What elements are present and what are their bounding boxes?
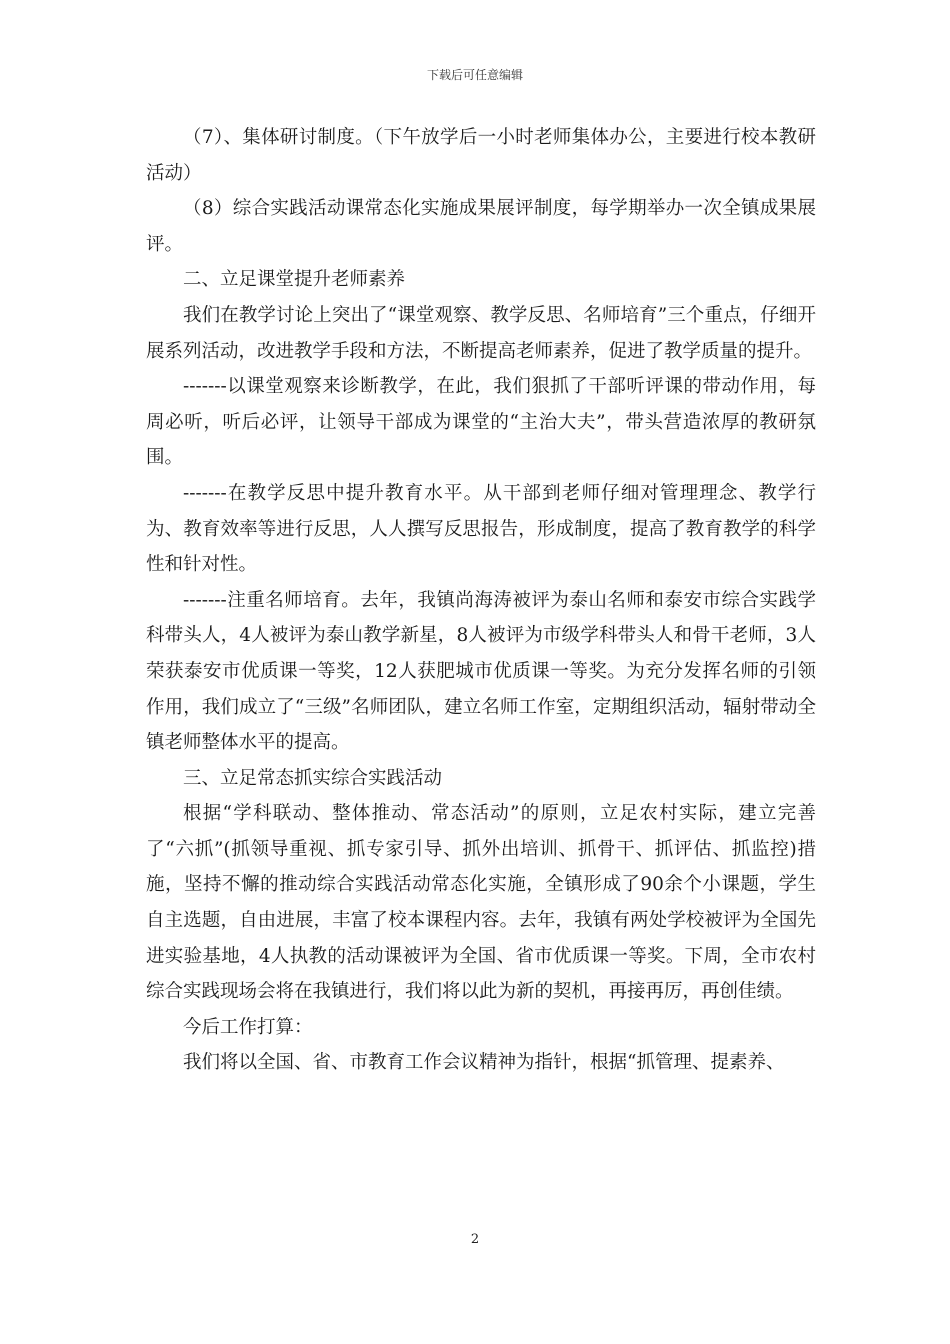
paragraph-classroom-observation: -------以课堂观察来诊断教学，在此，我们狠抓了干部听评课的带动作用，每周必听，听后必评，让领导干部成为课堂的“主治大夫”，带头营造浓厚的教研氛围。 bbox=[146, 376, 816, 469]
page-header: 下载后可任意编辑 bbox=[426, 68, 523, 82]
paragraph-teaching-focus: 我们在教学讨论上突出了“课堂观察、教学反思、名师培育”三个重点，仔细开展系列活动，改进教学手段和方法，不断提高老师素养，促进了教学质量的提升。 bbox=[146, 304, 816, 362]
section-heading-2: 二、立足课堂提升老师素养 bbox=[183, 269, 406, 291]
paragraph-rule-8: （8）综合实践活动课常态化实施成果展评制度，每学期举办一次全镇成果展评。 bbox=[146, 198, 816, 255]
paragraph-teaching-reflection: -------在教学反思中提升教育水平。从干部到老师仔细对管理理念、教学行为、教育效率等进行反思，人人撰写反思报告，形成制度，提高了教育教学的科学性和针对性。 bbox=[146, 482, 816, 576]
paragraph-future-plans: 我们将以全国、省、市教育工作会议精神为指针，根据“抓管理、提素养、 bbox=[183, 1052, 785, 1074]
paragraph-practice-activities: 根据“学科联动、整体推动、常态活动”的原则，立足农村实际，建立完善了“六抓”(抓领导重视、抓专家引导、抓外出培训、抓骨干、抓评估、抓监控)措施，坚持不懈的推动综合实践活动常态化实施，全镇形成了90余个小课题，学生自主选题，自由进展，丰富了校本课程内容。去年，我镇有两处学校被评为全国先进实验基地，4人执教的活动课被评为全国、省市优质课一等奖。下周，全市农村综合实践现场会将在我镇进行，我们将以此为新的契机，再接再厉，再创佳绩。 bbox=[146, 803, 816, 1003]
paragraph-rule-7: （7）、集体研讨制度。（下午放学后一小时老师集体办公，主要进行校本教研活动） bbox=[146, 127, 816, 184]
section-heading-future-plans: 今后工作打算： bbox=[183, 1016, 313, 1038]
page-number: 2 bbox=[470, 1232, 480, 1247]
document-body bbox=[146, 120, 816, 1081]
section-heading-3: 三、立足常态抓实综合实践活动 bbox=[183, 767, 443, 789]
paragraph-famous-teachers: -------注重名师培育。去年，我镇尚海涛被评为泰山名师和泰安市综合实践学科带头人，4人被评为泰山教学新星，8人被评为市级学科带头人和骨干老师，3人荣获泰安市优质课一等奖，12人获肥城市优质课一等奖。为充分发挥名师的引领作用，我们成立了“三级”名师团队，建立名师工作室，定期组织活动，辐射带动全镇老师整体水平的提高。 bbox=[146, 589, 816, 754]
